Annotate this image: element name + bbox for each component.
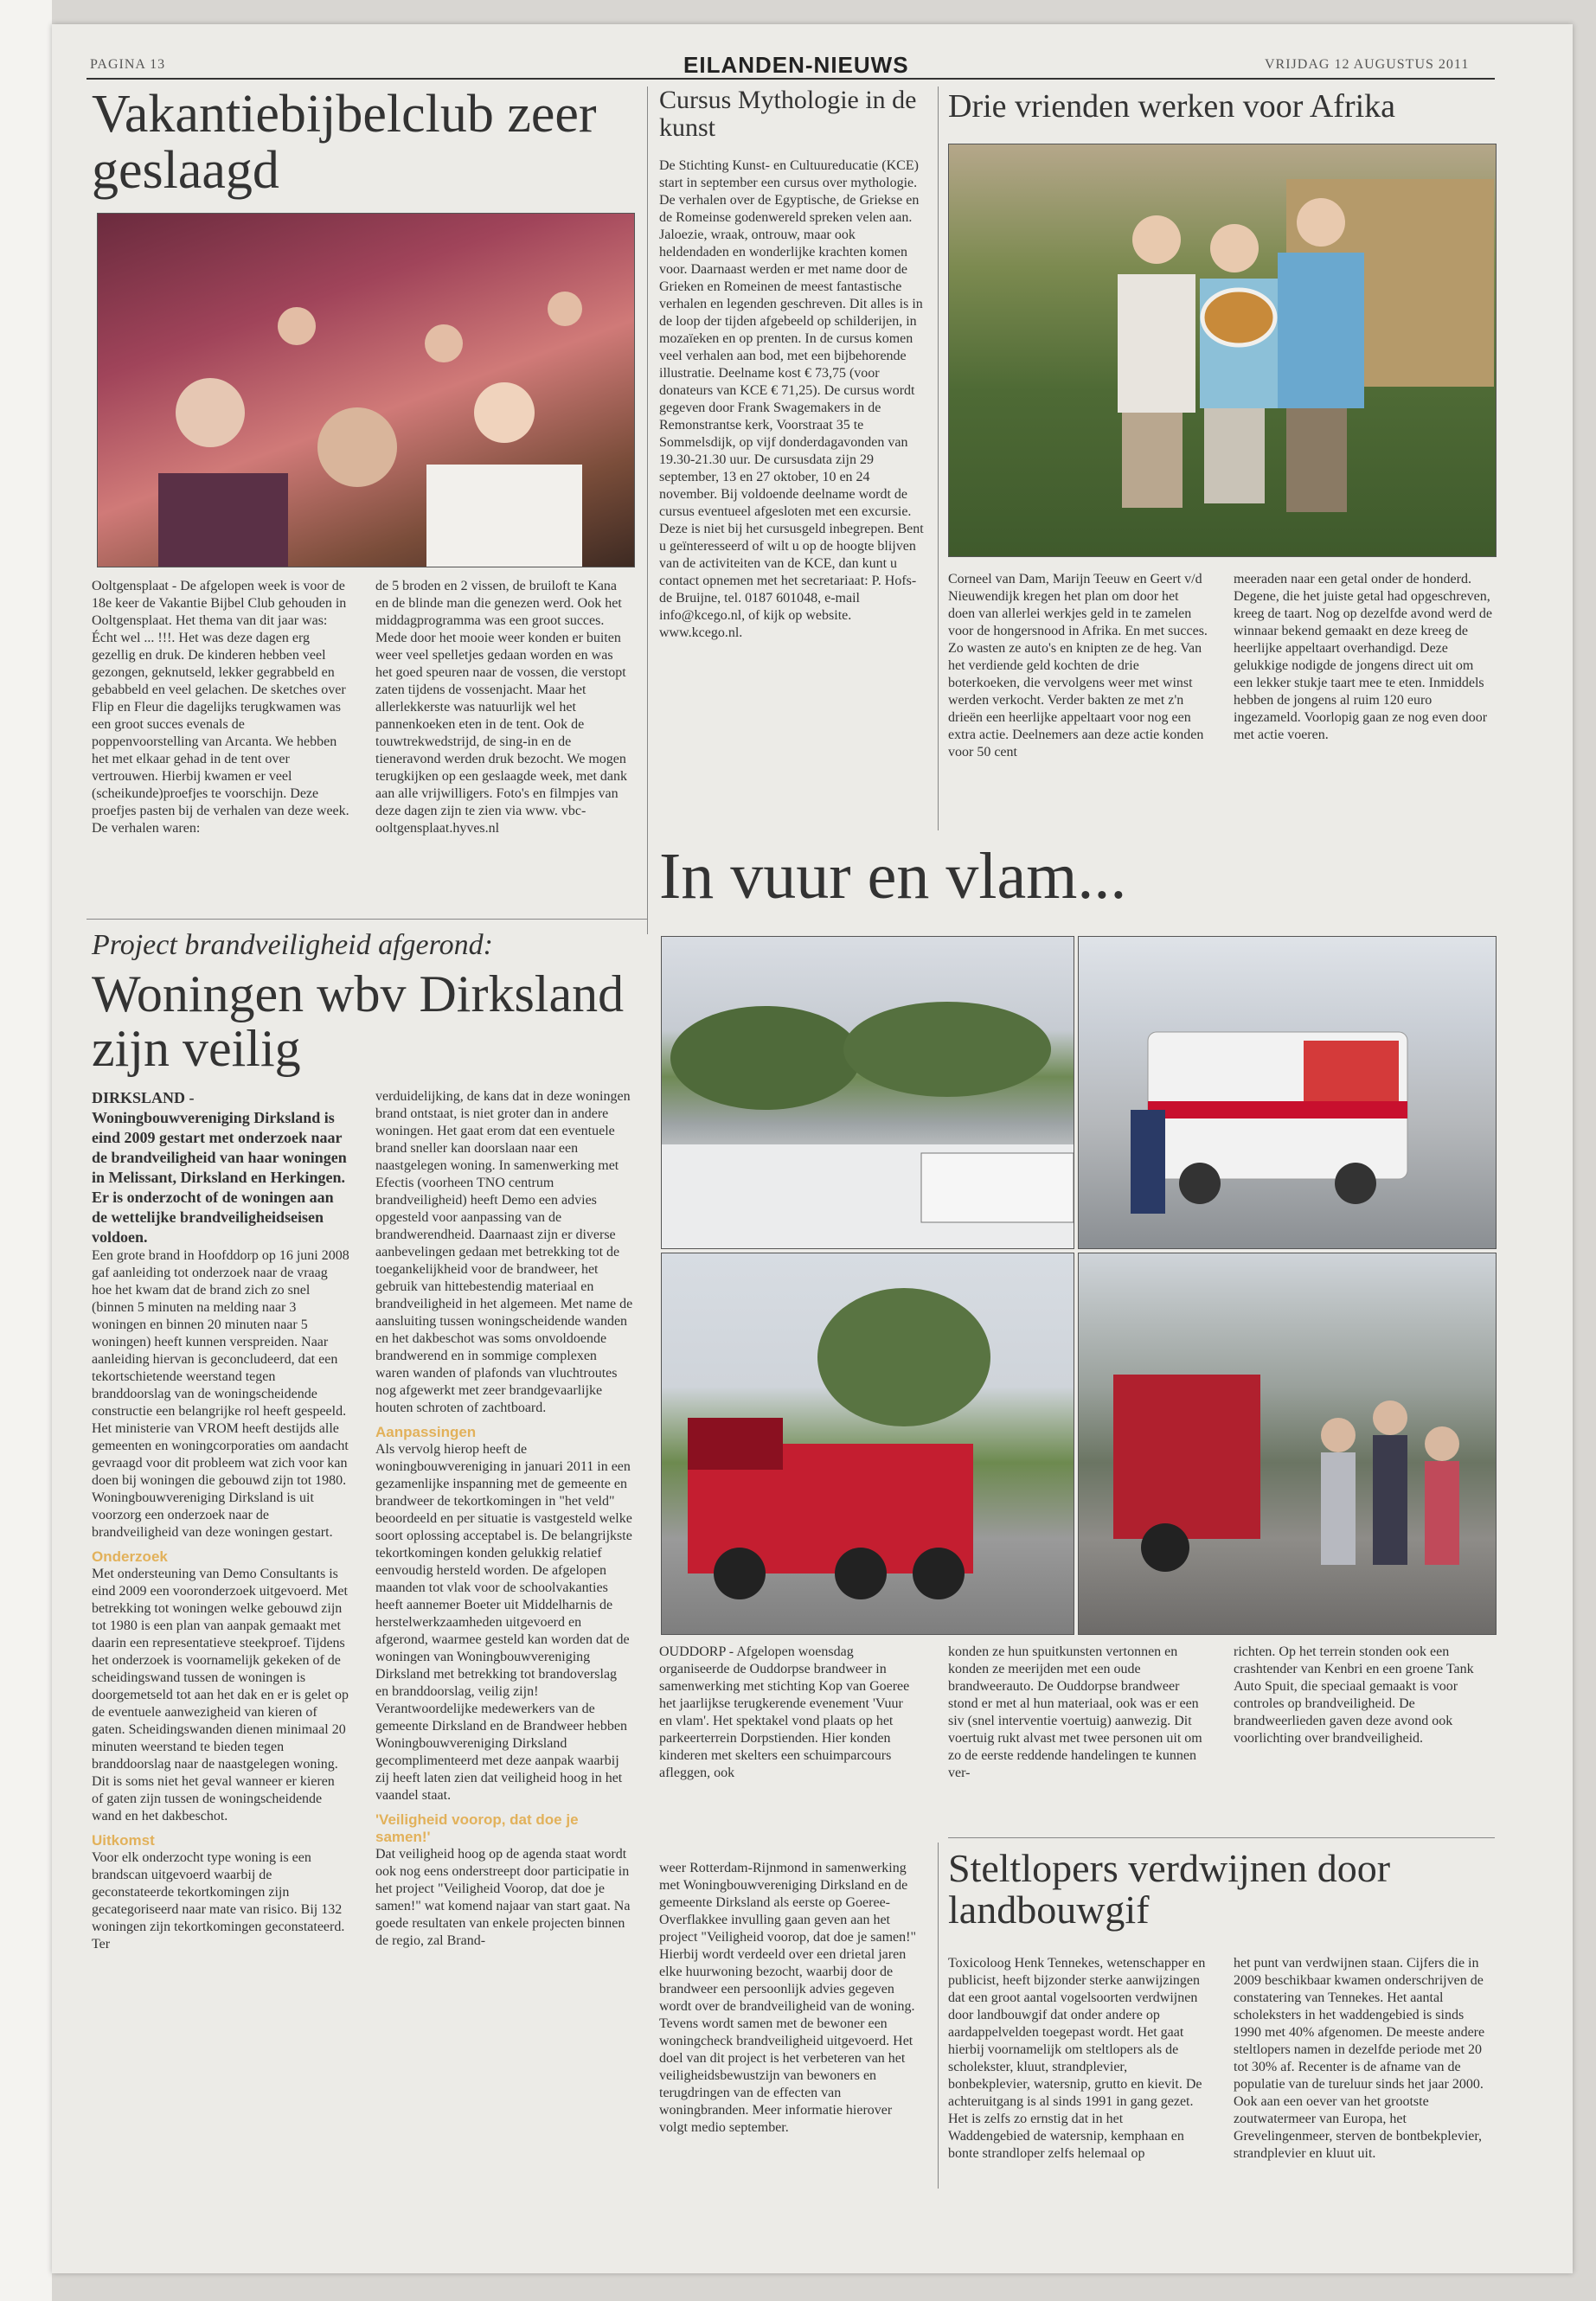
subheading-uitkomst: Uitkomst — [92, 1832, 155, 1849]
paper-name: EILANDEN-NIEUWS — [683, 52, 909, 78]
column-divider — [938, 1843, 939, 2189]
column-divider — [647, 87, 648, 934]
vakantie-col-2: de 5 broden en 2 vissen, de bruiloft te Kana en de blinde man die genezen werd. Ook het middagprogramma was een groot succes. Mede door het mooie weer konden er buiten weer veel spelletjes gedaan worden en was het goed speuren naar de vossen, die verstopt zaten tijdens de vossenjacht. Maar het allerlekkerste was natuurlijk wel het pannenkoeken eten in de tent. Ook de touwtrekwedstrijd, de sing-in en de tieneravond werden druk bezocht. We mogen terugkijken op een geslaagde week, met dank aan alle vrijwilligers. Foto's en filmpjes van deze dagen zijn te zien via www. vbc-ooltgensplaat.hyves.nl — [375, 579, 627, 836]
foam-parcours-illustration — [662, 937, 1074, 1248]
old-fire-engine-photo — [1078, 1253, 1497, 1635]
section-rule — [87, 919, 647, 920]
fire-truck-illustration — [662, 1253, 1074, 1634]
subheading-aanpassingen: Aanpassingen — [375, 1424, 477, 1440]
subheading-veiligheid-voorop: 'Veiligheid voorop, dat doe je samen!' — [375, 1811, 579, 1845]
woningen-text: verduidelijking, de kans dat in deze woningen brand ontstaat, is niet groter dan in andere woningen. Het gaat erom dat een eventuele brand sneller kan doorslaan naar een naastgelegen woning. In samenwerking met Efectis (voorheen TNO centrum brandveiligheid) heeft Demo een advies opgesteld voor aanpassing van de brandwerendheid. Daarnaast zijn er diverse aanbevelingen gedaan met betrekking tot de toegankelijkheid voor de brandweer, het gebruik van hittebestendig materiaal en brandveiligheid in het algemeen. Met name de aansluiting tussen woningscheidende wanden en het dakbeschot was soms onvoldoende brandwerend en in sommige complexen waren wanden of plafonds van vluchtroutes nog afgewerkt met zeer brandgevaarlijke houten schroten of zachtboard. — [375, 1089, 633, 1415]
vuur-title: In vuur en vlam... — [659, 840, 1127, 913]
three-boys-photo — [948, 144, 1497, 557]
steltlopers-col-2: het punt van verdwijnen staan. Cijfers die in 2009 beschikbaar kwamen onderschrijven de constatering van Tennekes. Het aantal scholeksters in het waddengebied is sinds 1990 met 40% afgenomen. De meeste andere steltlopers namen in dezelfde periode met 20 tot 30% af. Recenter is de afname van de populatie van de tureluur sinds het jaar 2000. Ook aan een oever van het grootste zoutwatermeer van Europa, het Grevelingenmeer, sterven de bontbekplevier, strandplevier en kluut uit. — [1234, 1956, 1485, 2161]
section-rule — [948, 1837, 1495, 1838]
woningen-text: Voor elk onderzocht type woning is een brandscan uitgevoerd waarbij de geconstateerde tekortkomingen zijn gecategoriseerd naar mate van risico. Bij 132 woningen zijn tekortkomingen geconstateerd. Ter — [92, 1850, 345, 1952]
siv-ambulance-illustration — [1079, 937, 1496, 1248]
vakantie-title: Vakantiebijbelclub zeer geslaagd — [92, 85, 597, 201]
woningen-text: Dat veiligheid hoog op de agenda staat wordt ook nog eens onderstreept door participatie in het project "Veiligheid Voorop, dat doe je samen!" wat komend najaar van start gaat. Na goede resultaten van enkele projecten binnen de regio, zal Brand- — [375, 1847, 631, 1948]
foam-course-photo — [661, 936, 1074, 1249]
children-crowd-illustration — [98, 214, 634, 567]
steltlopers-col-1: Toxicoloog Henk Tennekes, wetenschapper en publicist, heeft bijzonder sterke aanwijzingen dat een groot aantal vogelsoorten verdwijnen door landbouwgif dat onder andere op aardappelvelden toegepast wordt. Het gaat hierbij voornamelijk om steltlopers als de scholekster, kluut, strandplevier, bonbekplevier, watersnip, grutto en kievit. De achteruitgang is al sinds 1991 in gang gezet. Het is zelfs zo ernstig dat in het Waddengebied de watersnip, kemphaan en bonte strandloper zelfs helemaal op — [948, 1956, 1206, 2161]
masthead-rule — [87, 78, 1495, 80]
woningen-text: Als vervolg hierop heeft de woningbouwvereniging in januari 2011 in een gezamenlijke inspanning met de gemeente en brandweer de tekortkomingen in "het veld" beoordeeld en per situatie is vastgesteld welke soort oplossing acceptabel is. De belangrijkste tekortkomingen konden gelukkig relatief eenvoudig hersteld worden. De afgelopen maanden tot vlak voor de schoolvakanties heeft aannemer Boeter uit Middelharnis de herstelwerkzaamheden uitgevoerd en afgerond, waarmee gesteld kan worden dat de woningen van Woningbouwvereniging Dirksland met betrekking tot brandoverslag en branddoorslag, veilig zijn! Verantwoordelijke medewerkers van de gemeente Dirksland en de Brandweer hebben Woningbouwvereniging Dirksland gecomplimenteerd met deze aanpak waarbij zij heeft laten zien dat veiligheid hoog in het vaandel staat. — [375, 1442, 632, 1803]
boys-with-pie-illustration — [949, 144, 1496, 556]
vuur-col-3: richten. Op het terrein stonden ook een crashtender van Kenbri en een groene Tank Auto Spuit, die speciaal gemaakt is voor controles op brandveiligheid. De brandweerlieden gaven deze avond ook voorlichting over brandveiligheid. — [1234, 1644, 1474, 1746]
woningen-col-1 — [92, 1088, 349, 1953]
steltlopers-title: Steltlopers verdwijnen door landbouwgif — [948, 1846, 1391, 1932]
afrika-title: Drie vrienden werken voor Afrika — [948, 88, 1396, 125]
mythologie-title: Cursus Mythologie in de kunst — [659, 86, 917, 142]
vintage-engine-crowd-illustration — [1079, 1253, 1496, 1634]
siv-vehicle-photo — [1078, 936, 1497, 1249]
issue-date: VRIJDAG 12 AUGUSTUS 2011 — [1265, 57, 1470, 72]
woningen-lead: DIRKSLAND - Woningbouwvereniging Dirksland is eind 2009 gestart met onderzoek naar de brandveiligheid van haar woningen in Melissant, Dirksland en Herkingen. Er is onderzocht of de woningen aan de wettelijke brandveiligheidseisen voldoen. — [92, 1089, 347, 1246]
woningen-text: Met ondersteuning van Demo Consultants is eind 2009 een vooronderzoek uitgevoerd. Met betrekking tot woningen welke gebouwd zijn tot 1980 is een plan van aanpak gemaakt met daarin een representatieve steekproef. Tijdens het onderzoek is voornamelijk gekeken of de scheidingswand tussen de woningen is doorgemetseld tot aan het dak en er is gelet op de eventuele aanwezigheid van kieren of gaten. Scheidingswanden dienen minimaal 20 minuten weerstand te bieden tegen branddoorslag naar de naastgelegen woning. Dit is soms niet het geval wanneer er kieren of gaten zijn tussen de woningscheidende wand en het dakbeschot. — [92, 1567, 349, 1823]
woningen-col-2 — [375, 1088, 633, 1950]
column-divider — [938, 87, 939, 830]
afrika-col-2: meeraden naar een getal onder de honderd. Degene, die het juiste getal had opgeschreven, kreeg de taart. Nog op dezelfde avond werd de winnaar bekend gemaakt en deze kreeg de heerlijke appeltaart overhandigd. Deze gelukkige nodigde de jongens direct uit om een lekker stukje taart mee te eten. Inmiddels hebben de jongens al ruim 120 euro ingezameld. Voorlopig gaan ze nog even door met actie voeren. — [1234, 572, 1492, 742]
woningen-col-3: weer Rotterdam-Rijnmond in samenwerking met Woningbouwvereniging Dirksland en de gemeente Dirksland als eerste op Goeree-Overflakkee invulling gaan geven aan het project "Veiligheid voorop, dat doe je samen!" Hierbij wordt verdeeld over een drietal jaren elke huurwoning bezocht, waarbij door de brandweer een persoonlijk advies gegeven wordt over de brandveiligheid van de woning. Tevens wordt samen met de bewoner een woningcheck brandveiligheid uitgevoerd. Het doel van dit project is het verbeteren van het veiligheidsbewustzijn van bewoners en terugdringen van de effecten van woningbranden. Meer informatie hierover volgt medio september. — [659, 1861, 916, 2135]
afrika-col-1: Corneel van Dam, Marijn Teeuw en Geert v/d Nieuwendijk kregen het plan om door het doen van allerlei werkjes geld in te zamelen voor de hongersnood in Afrika. En met succes. Zo wasten ze auto's en knipten ze de heg. Van het verdiende geld kochten de drie boterkoeken, die vervolgens weer met winst werden verkocht. Verder bakten ze met z'n drieën een heerlijke appeltaart voor nog een extra actie. Deelnemers aan deze actie konden voor 50 cent — [948, 572, 1208, 760]
vuur-col-1: OUDDORP - Afgelopen woensdag organiseerde de Ouddorpse brandweer in samenwerking met stichting Kop van Goeree het jaarlijkse terugkerende evenement 'Vuur en vlam'. Het spektakel vond plaats op het parkeerterrein Dorpstienden. Hier konden kinderen met skelters een schuimparcours afleggen, ook — [659, 1644, 910, 1780]
page-gutter — [0, 0, 52, 2301]
vakantie-col-1: Ooltgensplaat - De afgelopen week is voor de 18e keer de Vakantie Bijbel Club gehouden in Ooltgensplaat. Het thema van dit jaar was: Écht wel ... !!!. Het was deze dagen erg gezellig en druk. De kinderen hebben veel gezongen, geknutseld, lekker gegrabbeld en gebabbeld en veel gelachen. De sketches over Flip en Fleur die dagelijks terugkwamen was een groot succes evenals de poppenvoorstelling van Arcanta. We hebben het met elkaar gehad in de tent over vertrouwen. Hierbij kwamen er veel (scheikunde)proefjes te voorschijn. Deze proefjes pasten bij de verhalen van deze week. De verhalen waren: — [92, 579, 349, 836]
vuur-col-2: konden ze hun spuitkunsten vertonnen en konden ze meerijden met een oude brandweerauto. De Ouddorpse brandweer stond er met al hun materiaal, ook was er een siv (snel interventie voertuig) aanwezig. Dit voertuig rukt alvast met twee personen uit om zo de eerste reddende handelingen te kunnen ver- — [948, 1644, 1202, 1780]
page-number: PAGINA 13 — [90, 57, 166, 72]
woningen-title: Woningen wbv Dirksland zijn veilig — [92, 965, 625, 1077]
vbc-children-photo — [97, 213, 635, 567]
woningen-text: Een grote brand in Hoofddorp op 16 juni 2008 gaf aanleiding tot onderzoek naar de vraag hoe het kwam dat de brand zich zo snel (binnen 5 minuten na melding naar 3 woningen en binnen 20 minuten naar 5 woningen) heeft kunnen verspreiden. Naar aanleiding hiervan is geconcludeerd, dat een tekortschietende weerstand tegen branddoorslag van de woningscheidende constructie een belangrijke rol heeft gespeeld. Het ministerie van VROM heeft destijds alle gemeenten en woningcorporaties om aandacht gevraagd voor dit probleem wat zich voor kan doen bij woningen die gebouwd zijn tot 1980. Woningbouwvereniging Dirksland is uit voorzorg een onderzoek naar de brandveiligheid van deze woningen gestart. — [92, 1248, 349, 1540]
subheading-onderzoek: Onderzoek — [92, 1548, 168, 1565]
crashtender-photo — [661, 1253, 1074, 1635]
mythologie-body: De Stichting Kunst- en Cultuureducatie (KCE) start in september een cursus over mythologie. De verhalen over de Egyptische, de Griekse en de Romeinse godenwereld spreken velen aan. Jaloezie, wraak, ontrouw, maar ook heldendaden en wonderlijke krachten komen voor. Daarnaast werden er met name door de Grieken en Romeinen de meest fantastische verhalen en legenden geschreven. Dit alles is in de loop der tijden afgebeeld op schilderijen, in mozaïeken en op prenten. In de cursus komen veel verhalen aan bod, met een bijbehorende illustratie. Deelname kost € 73,75 (voor donateurs van KCE € 71,25). De cursus wordt gegeven door Frank Swagemakers in de Remonstrantse kerk, Voorstraat 35 te Sommelsdijk, op vijf donderdagavonden van 19.30-21.30 uur. De cursusdata zijn 29 september, 13 en 27 oktober, 10 en 24 november. Bij voldoende deelname wordt de cursus eventueel afgesloten met een excursie. Deze is niet bij het cursusgeld inbegrepen. Bent u geïnteresseerd of wilt u op de hoogte blijven van de activiteiten van de KCE, dan kunt u contact opnemen met het secretariaat: P. Hofs-de Bruijne, tel. 0187 601048, e-mail info@kcego.nl, of kijk op website. www.kcego.nl. — [659, 158, 924, 640]
woningen-kicker: Project brandveiligheid afgerond: — [92, 929, 493, 961]
